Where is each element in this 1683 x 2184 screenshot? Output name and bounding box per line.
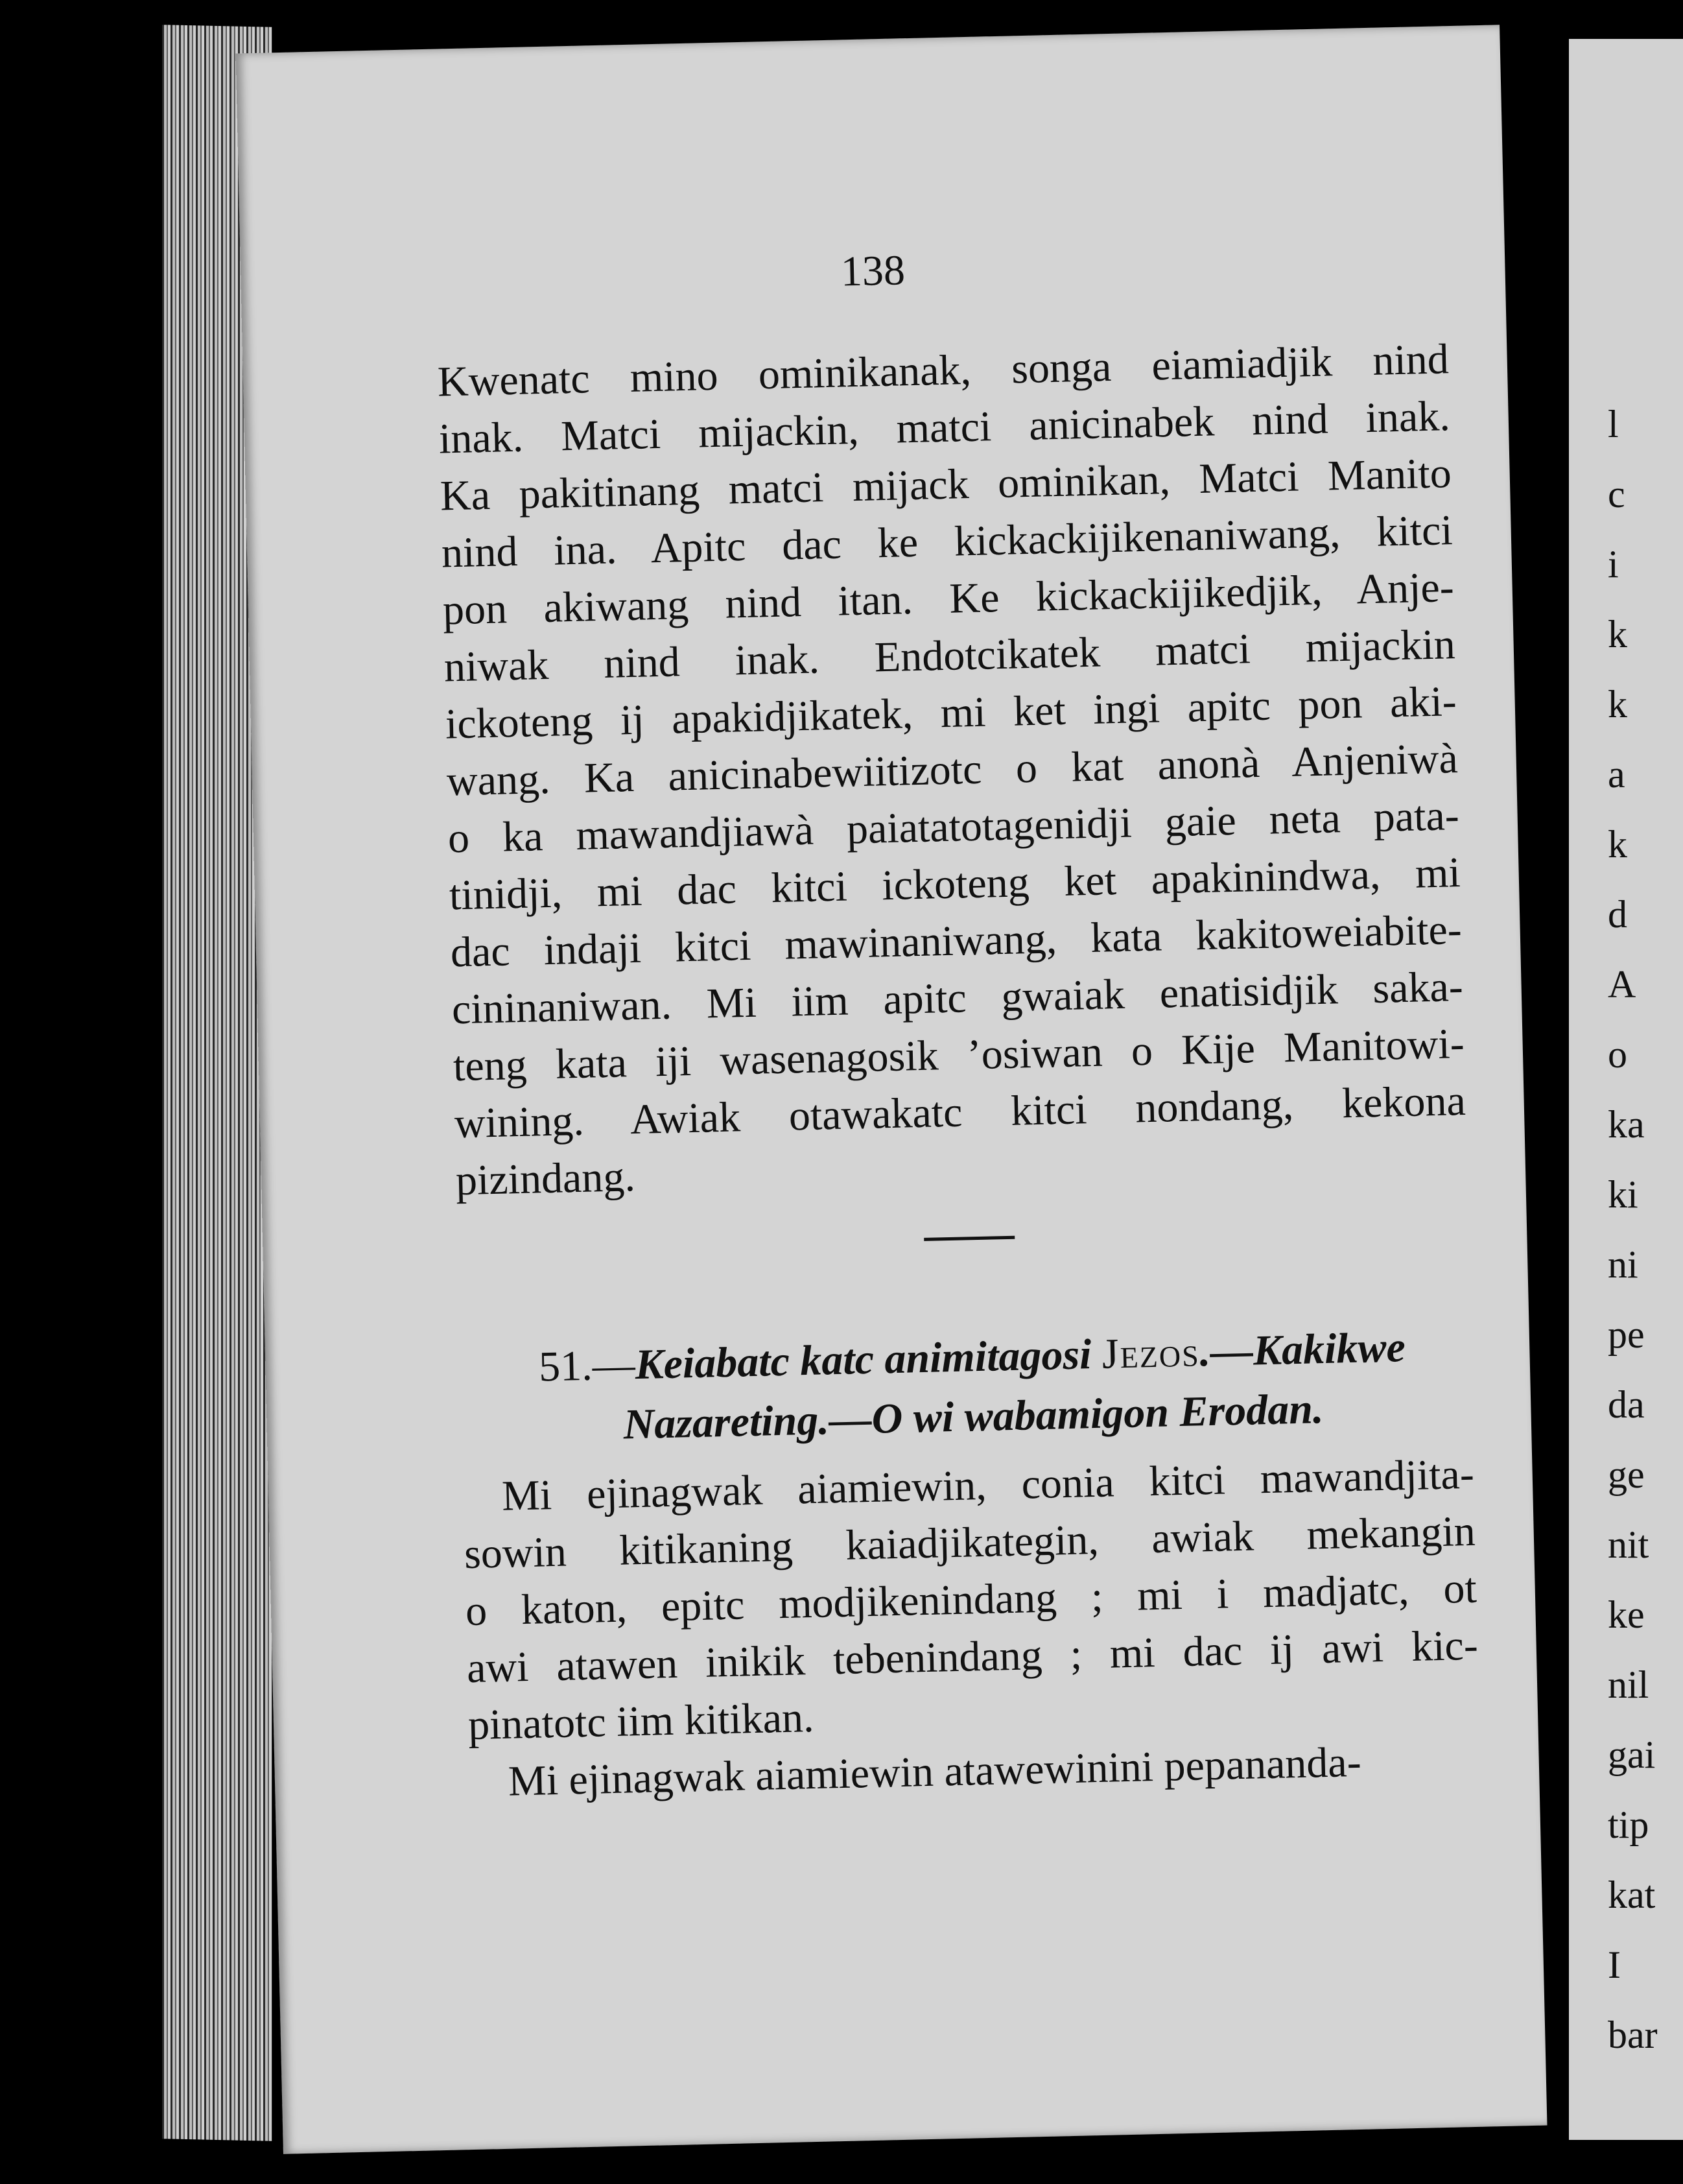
heading-name: Jezos	[1101, 1328, 1201, 1378]
text-line: pon akiwang nind itan. Ke kickackijikedjik, Anje-	[442, 564, 1455, 634]
section-divider	[924, 1236, 1015, 1241]
facing-page-text: ki	[1608, 1173, 1638, 1216]
text-line: sowin kitikaning kaiadjikategin, awiak mekangin	[464, 1507, 1476, 1578]
facing-page-text: l	[1608, 403, 1619, 445]
text-line: ickoteng ij apakidjikatek, mi ket ingi apitc pon aki-	[445, 678, 1457, 748]
facing-page-text: da	[1608, 1383, 1645, 1426]
text-line: Mi ejinagwak aiamiewin, conia kitci mawandjita-	[501, 1450, 1475, 1520]
facing-page-text: nil	[1608, 1663, 1649, 1706]
facing-page-text: o	[1608, 1033, 1627, 1076]
facing-page-text: pe	[1608, 1313, 1645, 1356]
facing-page-text: ka	[1608, 1103, 1645, 1146]
paragraph-1	[437, 331, 1468, 1209]
text-line: pizindang.	[455, 1153, 636, 1205]
facing-page-text: i	[1608, 543, 1619, 586]
text-line: o katon, epitc modjikenindang ; mi i madjatc, ot	[465, 1564, 1477, 1635]
text-line: niwak nind inak. Endotcikatek matci mijackin	[443, 621, 1456, 691]
facing-page-text: I	[1608, 1943, 1621, 1986]
heading-line-2: Nazareting.—O wi wabamigon Erodan.	[622, 1385, 1324, 1449]
text-line: nind ina. Apitc dac ke kickackijikenaniwang, kitci	[441, 506, 1454, 577]
facing-page-text: kat	[1608, 1873, 1656, 1916]
facing-page-text: tip	[1608, 1803, 1649, 1846]
facing-page-text: d	[1608, 893, 1627, 936]
paragraph-2	[462, 1446, 1481, 1811]
text-line: tinidji, mi dac kitci ickoteng ket apakinindwa, mi	[449, 849, 1461, 920]
text-line: wining. Awiak otawakatc kitci nondang, kekona	[454, 1076, 1466, 1148]
text-line: cininaniwan. Mi iim apitc gwaiak enatisidjik saka-	[451, 962, 1464, 1034]
text-line: Mi ejinagwak aiamiewin atawewinini pepananda-	[508, 1738, 1362, 1805]
facing-page-text: A	[1608, 963, 1636, 1006]
section-heading	[473, 1316, 1474, 1458]
book-page	[235, 25, 1547, 2154]
text-line: teng kata iji wasenagosik ’osiwan o Kije Manitowi-	[453, 1019, 1465, 1091]
facing-page-text: bar	[1608, 2013, 1658, 2056]
facing-page-fragment	[1569, 39, 1683, 2140]
facing-page-text: a	[1608, 753, 1625, 796]
heading-number: 51.—	[538, 1341, 636, 1391]
facing-page-text: ni	[1608, 1243, 1638, 1286]
facing-page-text: gai	[1608, 1733, 1656, 1776]
text-line: wang. Ka anicinabewiitizotc o kat anonà Anjeniwà	[446, 735, 1459, 805]
text-line: Ka pakitinang matci mijack ominikan, Matci Manito	[440, 449, 1452, 520]
page-number: 138	[840, 246, 906, 296]
text-line: o ka mawandjiawà paiatatotagenidji gaie neta pata-	[447, 792, 1460, 862]
facing-page-text: k	[1608, 613, 1627, 656]
facing-page-text: k	[1608, 823, 1627, 866]
facing-page-text: nit	[1608, 1523, 1649, 1566]
text-line: awi atawen inikik tebenindang ; mi dac ij awi kic-	[466, 1621, 1479, 1692]
heading-part-1: Keiabatc katc animitagosi	[634, 1330, 1103, 1389]
facing-page-text: k	[1608, 683, 1627, 726]
heading-part-2: .—Kakikwe	[1199, 1323, 1406, 1376]
text-line: dac indaji kitci mawinaniwang, kata kakitoweiabite-	[450, 905, 1463, 977]
text-line: Kwenatc mino ominikanak, songa eiamiadjik nind	[437, 335, 1450, 406]
text-line: pinatotc iim kitikan.	[467, 1693, 815, 1750]
text-line: inak. Matci mijackin, matci anicinabek nind inak.	[438, 392, 1451, 463]
facing-page-text: ke	[1608, 1593, 1645, 1636]
facing-page-text: ge	[1608, 1453, 1645, 1496]
facing-page-text: c	[1608, 473, 1625, 516]
